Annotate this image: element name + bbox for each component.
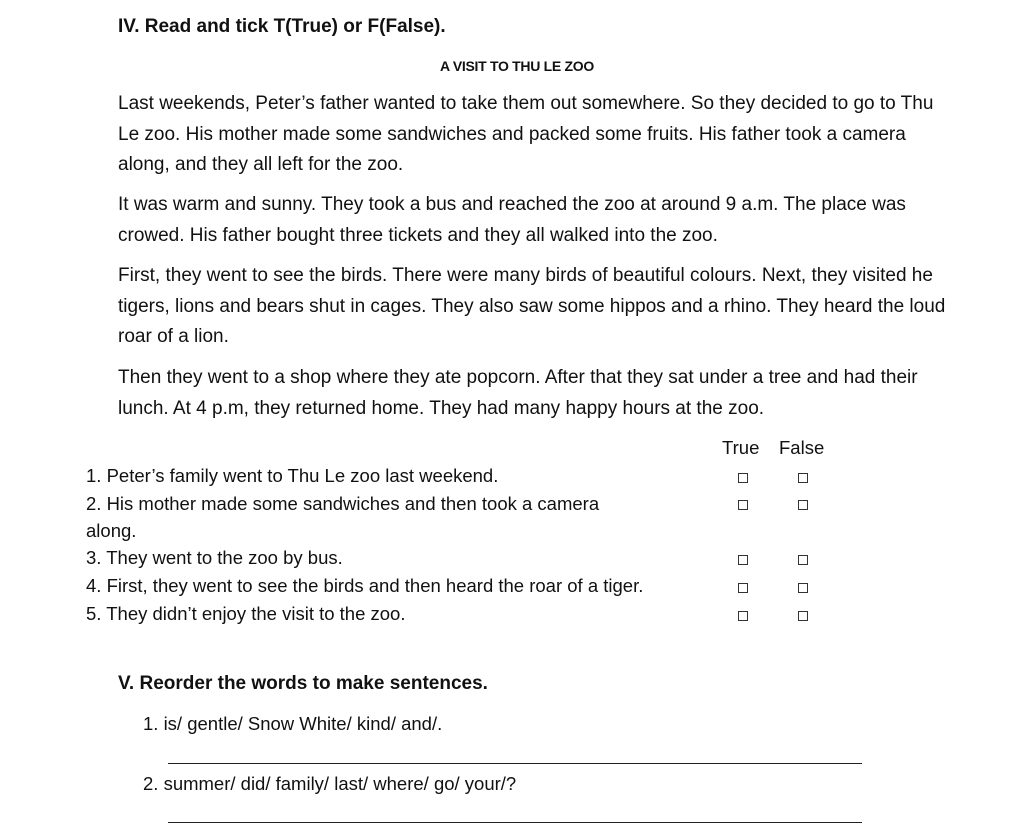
section-5-heading: V. Reorder the words to make sentences. [118,673,488,694]
true-checkbox-5[interactable] [738,611,748,621]
column-header-true: True [722,437,760,458]
paragraph-4: Then they went to a shop where they ate popcorn. After that they sat under a tree and had their lunch. At 4 p.m, they returned home. They had many happy hours at the zoo. [118,367,918,419]
column-header-false: False [779,437,825,458]
passage-title: A VISIT TO THU LE ZOO [440,58,594,74]
statement-1: 1. Peter’s family went to Thu Le zoo last weekend. [86,465,499,486]
statement-2-continued: along. [86,520,137,541]
false-checkbox-3[interactable] [798,555,808,565]
answer-line-2[interactable] [168,822,862,823]
statement-3: 3. They went to the zoo by bus. [86,547,343,568]
false-checkbox-4[interactable] [798,583,808,593]
statement-2: 2. His mother made some sandwiches and then took a camera [86,493,600,514]
false-checkbox-2[interactable] [798,500,808,510]
answer-line-1[interactable] [168,763,862,764]
statement-5: 5. They didn’t enjoy the visit to the zoo. [86,603,406,624]
reorder-item-1: 1. is/ gentle/ Snow White/ kind/ and/. [143,713,443,734]
true-checkbox-2[interactable] [738,500,748,510]
paragraph-1: Last weekends, Peter’s father wanted to take them out somewhere. So they decided to go to Thu Le zoo. His mother made some sandwiches and packed some fruits. His father took a camera along, and they all left for the zoo. [118,93,934,175]
section-4-heading: IV. Read and tick T(True) or F(False). [118,16,446,37]
true-checkbox-4[interactable] [738,583,748,593]
true-checkbox-1[interactable] [738,473,748,483]
false-checkbox-5[interactable] [798,611,808,621]
false-checkbox-1[interactable] [798,473,808,483]
paragraph-2: It was warm and sunny. They took a bus and reached the zoo at around 9 a.m. The place was crowed. His father bought three tickets and they all walked into the zoo. [118,194,906,246]
true-checkbox-3[interactable] [738,555,748,565]
paragraph-3: First, they went to see the birds. There were many birds of beautiful colours. Next, they visited he tigers, lions and bears shut in cages. They also saw some hippos and a rhino. They heard the loud roar of a lion. [118,265,946,347]
reorder-item-2: 2. summer/ did/ family/ last/ where/ go/ your/? [143,773,517,794]
statement-4: 4. First, they went to see the birds and then heard the roar of a tiger. [86,575,644,596]
